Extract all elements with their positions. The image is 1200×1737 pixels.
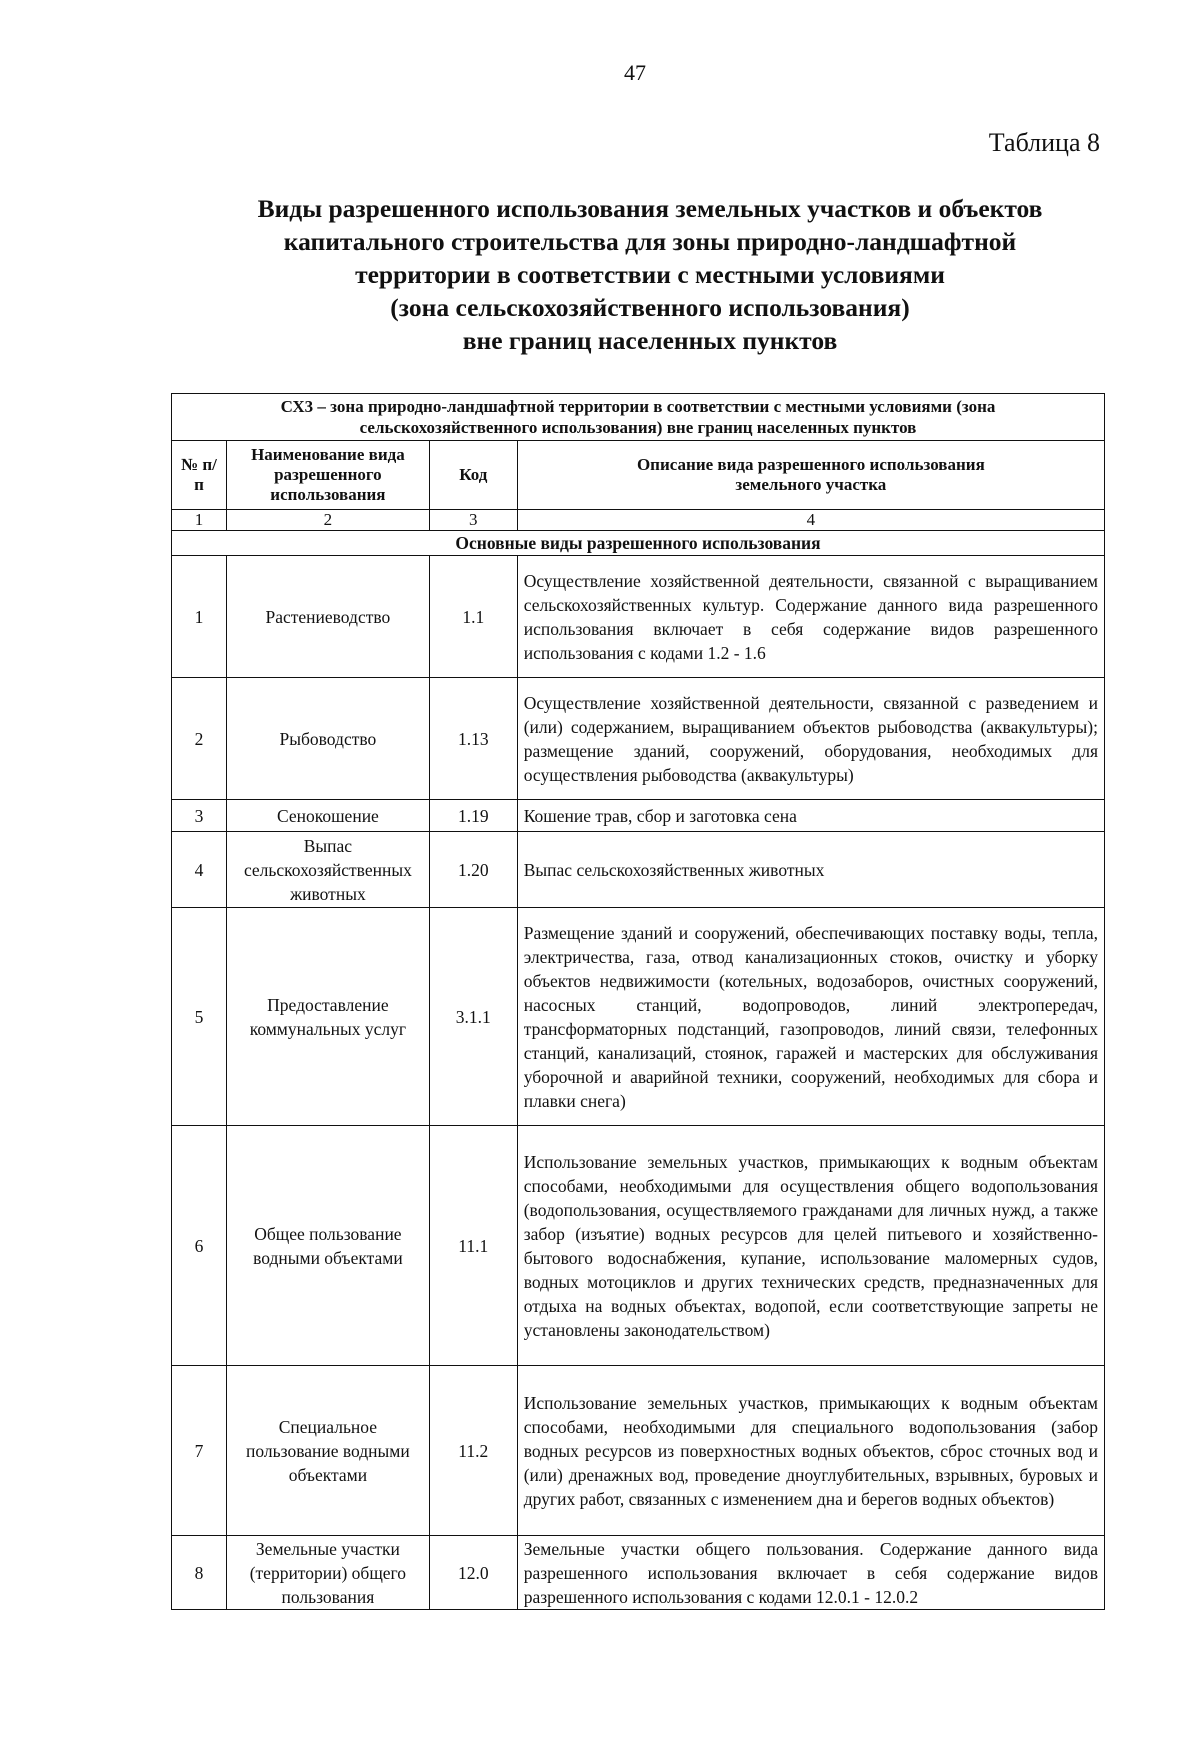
row-number: 2 [172, 678, 227, 800]
column-header-name: Наименование вида разрешенного использования [226, 441, 429, 510]
title-line: территории в соответствии с местными условиями [355, 260, 945, 289]
row-code: 12.0 [429, 1536, 517, 1610]
column-header-description: Описание вида разрешенного использования земельного участка [517, 441, 1104, 510]
row-code: 11.2 [429, 1366, 517, 1536]
row-name: Общее пользование водными объектами [226, 1126, 429, 1366]
row-code: 1.1 [429, 556, 517, 678]
row-number: 4 [172, 832, 227, 908]
row-number: 1 [172, 556, 227, 678]
row-description: Использование земельных участков, примыкающих к водным объектам способами, необходимыми для специального водопользования (забор водных ресурсов из поверхностных водных объектов, сброс сточных вод и (или) дренажных вод, проведение дноуглубительных, взрывных, буровых и других работ, связанных с изменением дна и берегов водных объектов) [517, 1366, 1104, 1536]
row-description: Земельные участки общего пользования. Содержание данного вида разрешенного использования включает в себя содержание видов разрешенного использования с кодами 12.0.1 - 12.0.2 [517, 1536, 1104, 1610]
title-line: капитального строительства для зоны природно-ландшафтной [283, 227, 1017, 256]
document-title [150, 192, 1150, 357]
row-number: 5 [172, 908, 227, 1126]
section-row [172, 531, 1105, 556]
title-line: (зона сельскохозяйственного использования) [390, 293, 910, 322]
title-line: Виды разрешенного использования земельных участков и объектов [257, 194, 1043, 223]
column-number: 1 [172, 510, 227, 531]
row-number: 6 [172, 1126, 227, 1366]
column-number: 2 [226, 510, 429, 531]
column-number-row [172, 510, 1105, 531]
row-name: Рыбоводство [226, 678, 429, 800]
column-header-number: № п/п [172, 441, 227, 510]
row-name: Сенокошение [226, 800, 429, 832]
table-row [172, 908, 1105, 1126]
row-code: 3.1.1 [429, 908, 517, 1126]
table-row [172, 1536, 1105, 1610]
table-row [172, 556, 1105, 678]
page-number: 47 [624, 60, 646, 85]
row-name: Предоставление коммунальных услуг [226, 908, 429, 1126]
row-description: Выпас сельскохозяйственных животных [517, 832, 1104, 908]
row-name: Растениеводство [226, 556, 429, 678]
row-code: 1.19 [429, 800, 517, 832]
row-description: Осуществление хозяйственной деятельности, связанной с разведением и (или) содержанием, выращиванием объектов рыбоводства (аквакультуры); размещение зданий, сооружений, оборудования, необходимых для осуществления рыбоводства (аквакультуры) [517, 678, 1104, 800]
zone-header: СХ3 – зона природно-ландшафтной территории в соответствии с местными условиями (зона сельскохозяйственного использования) вне границ населенных пунктов [172, 394, 1105, 441]
row-code: 1.20 [429, 832, 517, 908]
table-row [172, 832, 1105, 908]
row-number: 3 [172, 800, 227, 832]
table-row [172, 800, 1105, 832]
row-number: 7 [172, 1366, 227, 1536]
column-header-code: Код [429, 441, 517, 510]
zone-header-row [172, 394, 1105, 441]
table-row [172, 678, 1105, 800]
row-description: Использование земельных участков, примыкающих к водным объектам способами, необходимыми для осуществления общего водопользования (водопользования, осуществляемого гражданами для личных нужд, а также забор (изъятие) водных ресурсов для целей питьевого и хозяйственно-бытового водоснабжения, купание, использование маломерных судов, водных мотоциклов и других технических средств, предназначенных для отдыха на водных объектах, водопой, если соответствующие запреты не установлены законодательством) [517, 1126, 1104, 1366]
row-description: Кошение трав, сбор и заготовка сена [517, 800, 1104, 832]
table-row [172, 1126, 1105, 1366]
row-name: Выпас сельскохозяйственных животных [226, 832, 429, 908]
row-name: Земельные участки (территории) общего пользования [226, 1536, 429, 1610]
title-line: вне границ населенных пунктов [462, 326, 838, 355]
section-title: Основные виды разрешенного использования [172, 531, 1105, 556]
row-code: 1.13 [429, 678, 517, 800]
land-use-table [171, 393, 1105, 1610]
column-number: 4 [517, 510, 1104, 531]
row-name: Специальное пользование водными объектами [226, 1366, 429, 1536]
table-row [172, 1366, 1105, 1536]
column-number: 3 [429, 510, 517, 531]
row-number: 8 [172, 1536, 227, 1610]
column-header-row [172, 441, 1105, 510]
row-description: Размещение зданий и сооружений, обеспечивающих поставку воды, тепла, электричества, газа, отвод канализационных стоков, очистку и уборку объектов недвижимости (котельных, водозаборов, очистных сооружений, насосных станций, водопроводов, линий электропередач, трансформаторных подстанций, газопроводов, линий связи, телефонных станций, канализаций, стоянок, гаражей и мастерских для обслуживания уборочной и аварийной техники, сооружений, необходимых для сбора и плавки снега) [517, 908, 1104, 1126]
row-description: Осуществление хозяйственной деятельности, связанной с выращиванием сельскохозяйственных культур. Содержание данного вида разрешенного использования включает в себя содержание видов разрешенного использования с кодами 1.2 - 1.6 [517, 556, 1104, 678]
table-label: Таблица 8 [988, 128, 1100, 157]
row-code: 11.1 [429, 1126, 517, 1366]
